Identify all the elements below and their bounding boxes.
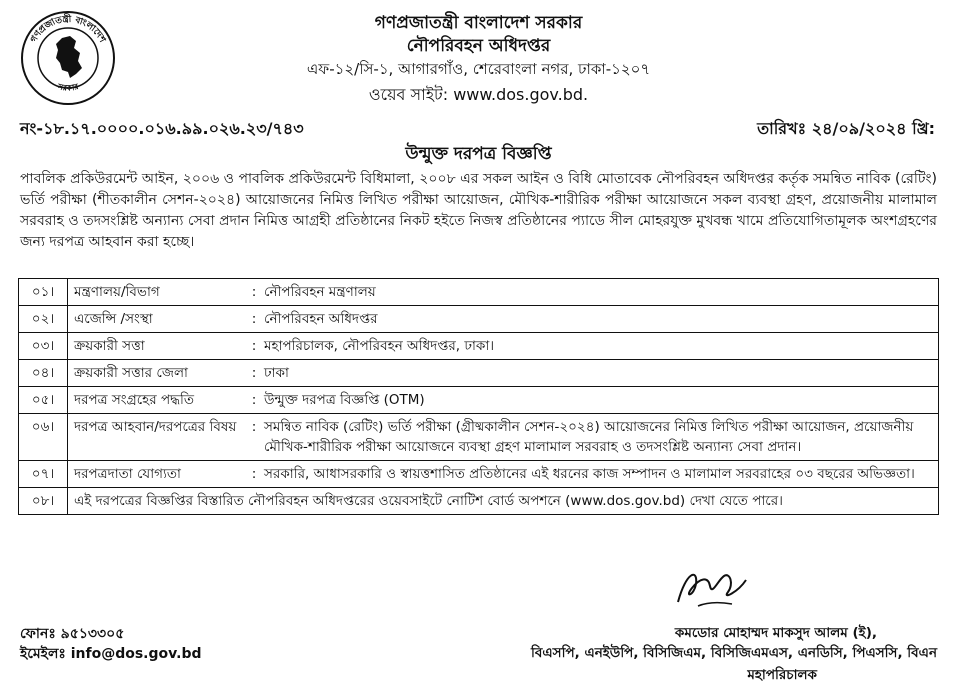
table-row: [19, 333, 939, 360]
table-row-separator: :: [250, 333, 258, 360]
table-row-number: ০৭।: [19, 461, 68, 488]
contact-phone: ফোনঃ ৯৫১৩৩০৫: [20, 626, 125, 642]
notice-title: উন্মুক্ত দরপত্র বিজ্ঞপ্তি: [405, 144, 552, 164]
table-row: [19, 306, 939, 333]
table-row-value: সরকারি, আধাসরকারি ও স্বায়ত্তশাসিত প্রতিষ্ঠানের এই ধরনের কাজ সম্পাদন ও মালামাল সরবরাহের ০৩ বছরের অভিজ্ঞতা।: [258, 461, 939, 488]
department-name: নৌপরিবহন অধিদপ্তর: [406, 36, 551, 56]
signature: [668, 562, 752, 614]
notice-body: পাবলিক প্রকিউরমেন্ট আইন, ২০০৬ ও পাবলিক প্রকিউরমেন্ট বিধিমালা, ২০০৮ এর সকল আইন ও বিধি মোতাবেক নৌপরিবহন অধিদপ্তর কর্তৃক সমন্বিত নাবিক (রেটিং) ভর্তি পরীক্ষা (শীতকালীন সেশন-২০২৪) আয়োজনের নিমিত্ত লিখিত পরীক্ষা আয়োজন, মৌখিক-শারীরিক পরীক্ষা আয়োজনে সকল ব্যবস্থা গ্রহণ, প্রয়োজনীয় মালামাল সরবরাহ ও তদসংশ্লিষ্ট অন্যান্য সেবা প্রদান নিমিত্ত আগ্রহী প্রতিষ্ঠানের নিকট হইতে নিজস্ব প্রতিষ্ঠানের প্যাডে সীল মোহরযুক্ত মুখবন্ধ খামে প্রতিযোগিতামূলক অংশগ্রহণের জন্য দরপত্র আহবান করা হচ্ছে।: [20, 171, 937, 250]
table-row-label: মন্ত্রণালয়/বিভাগ: [68, 279, 251, 306]
table-row-number: ০৮।: [19, 488, 68, 515]
table-row: [19, 360, 939, 387]
table-row-label: দরপত্রদাতা যোগ্যতা: [68, 461, 251, 488]
table-row-number: ০২।: [19, 306, 68, 333]
table-row: [19, 488, 939, 515]
table-row-value: মহাপরিচালক, নৌপরিবহন অধিদপ্তর, ঢাকা।: [258, 333, 939, 360]
logo-ring-bottom-text: সরকার: [56, 81, 80, 93]
table-row: [19, 387, 939, 414]
signatory-designation: মহাপরিচালক: [747, 667, 817, 683]
table-row-separator: :: [250, 360, 258, 387]
signatory-name: কমডোর মোহাম্মদ মাকসুদ আলম (ই),: [674, 625, 877, 641]
table-row: [19, 279, 939, 306]
table-row-number: ০৪।: [19, 360, 68, 387]
table-row-label: দরপত্র সংগ্রহের পদ্ধতি: [68, 387, 251, 414]
table-row-number: ০৬।: [19, 414, 68, 461]
table-row-separator: :: [250, 414, 258, 461]
government-name: গণপ্রজাতন্ত্রী বাংলাদেশ সরকার: [374, 13, 583, 33]
table-row-note: এই দরপত্রের বিজ্ঞপ্তির বিস্তারিত নৌপরিবহন অধিদপ্তরের ওয়েবসাইটে নোটিশ বোর্ড অপশনে (www.dos.gov.bd) দেখা যেতে পারে।: [68, 488, 939, 515]
table-row-separator: :: [250, 461, 258, 488]
tender-details-table: [18, 278, 939, 515]
table-row-separator: :: [250, 306, 258, 333]
table-row-value: উন্মুক্ত দরপত্র বিজ্ঞপ্তি (OTM): [258, 387, 939, 414]
table-row-separator: :: [250, 279, 258, 306]
table-row-separator: :: [250, 387, 258, 414]
table-row: [19, 414, 939, 461]
logo-ring-top-text: গণপ্রজাতন্ত্রী বাংলাদেশ: [29, 14, 107, 45]
website: ওয়েব সাইট: www.dos.gov.bd.: [368, 85, 589, 104]
table-row-value: ঢাকা: [258, 360, 939, 387]
notice-date: তারিখঃ ২৪/০৯/২০২৪ খ্রি:: [757, 119, 935, 138]
table-row-value: নৌপরিবহন অধিদপ্তর: [258, 306, 939, 333]
table-row-number: ০৫।: [19, 387, 68, 414]
table-row-value: নৌপরিবহন মন্ত্রণালয়: [258, 279, 939, 306]
signatory-degrees: বিএসপি, এনইউপি, বিসিজিএম, বিসিজিএমএস, এনডিসি, পিএসসি, বিএন: [531, 645, 937, 661]
table-row-label: এজেন্সি /সংস্থা: [68, 306, 251, 333]
table-row-value: সমন্বিত নাবিক (রেটিং) ভর্তি পরীক্ষা (গ্রীষ্মকালীন সেশন-২০২৪) আয়োজনের নিমিত্ত লিখিত পরীক্ষা আয়োজন, প্রয়োজনীয় মৌখিক-শারীরিক পরীক্ষা আয়োজনে ব্যবস্থা গ্রহণ মালামাল সরবরাহ ও তদসংশ্লিষ্ট অন্যান্য সেবা প্রদান।: [258, 414, 939, 461]
table-row: [19, 461, 939, 488]
contact-email: ইমেইলঃ info@dos.gov.bd: [20, 646, 202, 662]
table-row-label: ক্রয়কারী সত্তা: [68, 333, 251, 360]
memo-number: নং-১৮.১৭.০০০০.০১৬.৯৯.০২৬.২৩/৭৪৩: [20, 119, 304, 138]
table-row-label: দরপত্র আহবান/দরপত্রের বিষয়: [68, 414, 251, 461]
table-row-number: ০১।: [19, 279, 68, 306]
table-row-number: ০৩।: [19, 333, 68, 360]
table-row-label: ক্রয়কারী সত্তার জেলা: [68, 360, 251, 387]
address: এফ-১২/সি-১, আগারগাঁও, শেরেবাংলা নগর, ঢাকা-১২০৭: [306, 60, 651, 78]
